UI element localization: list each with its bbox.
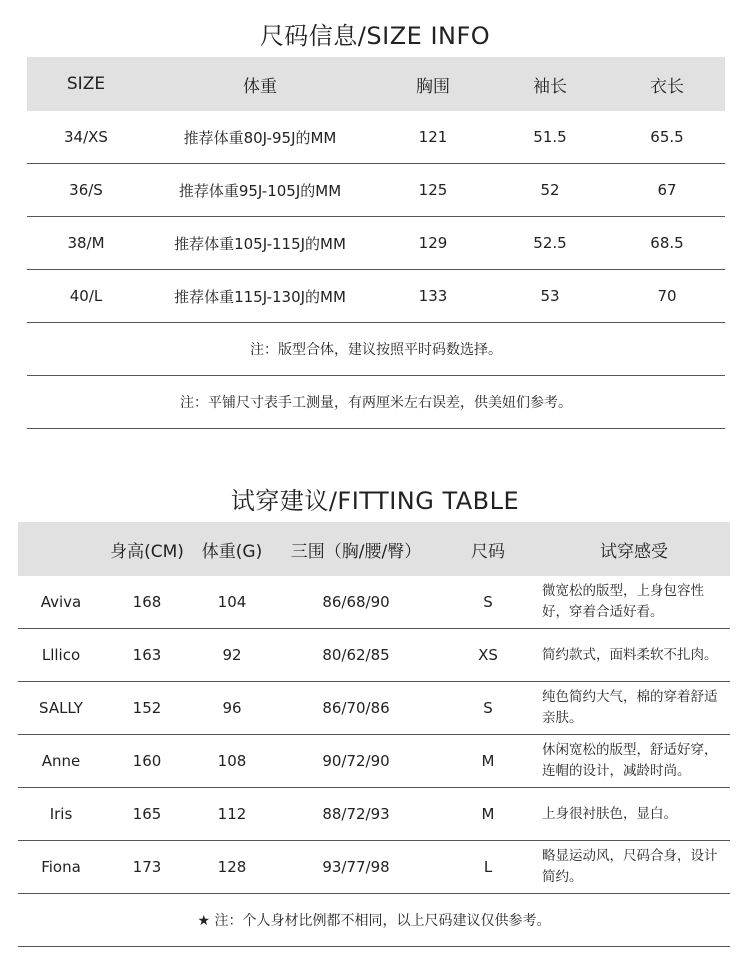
size-cell: M (481, 805, 495, 823)
size-cell: S (483, 699, 493, 717)
chest-cell: 125 (418, 181, 448, 199)
header-size: 尺码 (471, 541, 505, 562)
size-cell: S (483, 593, 493, 611)
table-row (18, 576, 730, 629)
weight-cell: 128 (217, 858, 247, 876)
feedback-cell: 微宽松的版型，上身包容性好，穿着合适好看。 (542, 583, 704, 620)
name-cell: SALLY (39, 699, 83, 717)
length-cell: 70 (657, 287, 677, 305)
chest-cell: 121 (418, 128, 448, 146)
header-weight: 体重(G) (201, 541, 263, 562)
name-cell: Aviva (40, 593, 82, 611)
fitting-table-header (18, 522, 730, 576)
sleeve-cell: 52.5 (533, 234, 567, 252)
table-row (18, 682, 730, 735)
header-size: SIZE (66, 74, 106, 94)
header-weight: 体重 (243, 76, 277, 97)
measurements-cell: 86/70/86 (322, 699, 390, 717)
height-cell: 160 (132, 752, 162, 770)
sleeve-cell: 52 (540, 181, 560, 199)
size-cell: 40/L (69, 287, 103, 305)
measurement-note: 注：平铺尺寸表手工测量，有两厘米左右误差，供美妞们参考。 (27, 376, 725, 429)
header-measurements: 三围（胸/腰/臀） (290, 541, 422, 562)
fit-note: 注：版型合体，建议按照平时码数选择。 (27, 323, 725, 376)
size-info-table (27, 57, 725, 429)
size-table-header (27, 57, 725, 111)
fitting-table-title: 试穿建议/FITTING TABLE (230, 487, 520, 515)
table-row (18, 735, 730, 788)
measurements-cell: 80/62/85 (322, 646, 390, 664)
height-cell: 163 (132, 646, 162, 664)
size-cell: 36/S (69, 181, 103, 199)
table-row (18, 629, 730, 682)
size-cell: L (483, 858, 493, 876)
table-row (27, 217, 725, 270)
sleeve-cell: 53 (540, 287, 560, 305)
height-cell: 173 (132, 858, 162, 876)
weight-cell: 112 (217, 805, 247, 823)
disclaimer-note: ★ 注：个人身材比例都不相同，以上尺码建议仅供参考。 (18, 894, 730, 947)
weight-cell: 104 (217, 593, 247, 611)
name-cell: Lllico (41, 646, 81, 664)
name-cell: Iris (49, 805, 73, 823)
height-cell: 165 (132, 805, 162, 823)
weight-cell: 推荐体重80J-95J的MM (183, 128, 337, 147)
fitting-table (18, 522, 730, 947)
weight-cell: 96 (222, 699, 242, 717)
header-length: 衣长 (650, 76, 684, 97)
table-row (18, 788, 730, 841)
feedback-cell: 简约款式，面料柔软不扎肉。 (542, 646, 718, 663)
table-row (27, 270, 725, 323)
table-row (18, 841, 730, 894)
size-cell: XS (478, 646, 498, 664)
height-cell: 168 (132, 593, 162, 611)
header-height: 身高(CM) (110, 541, 184, 562)
name-cell: Anne (41, 752, 81, 770)
measurements-cell: 90/72/90 (322, 752, 390, 770)
name-cell: Fiona (41, 858, 81, 876)
header-feedback: 试穿感受 (600, 541, 668, 562)
header-chest: 胸围 (416, 76, 450, 97)
feedback-cell: 纯色简约大气，棉的穿着舒适亲肤。 (542, 689, 718, 726)
length-cell: 68.5 (650, 234, 684, 252)
measurements-cell: 93/77/98 (322, 858, 390, 876)
chest-cell: 129 (418, 234, 448, 252)
table-row (27, 111, 725, 164)
weight-cell: 推荐体重105J-115J的MM (174, 234, 346, 253)
length-cell: 67 (657, 181, 677, 199)
measurements-cell: 86/68/90 (322, 593, 390, 611)
weight-cell: 92 (222, 646, 242, 664)
feedback-cell: 休闲宽松的版型，舒适好穿，连帽的设计，减龄时尚。 (542, 742, 718, 779)
feedback-cell: 上身很衬肤色，显白。 (542, 805, 677, 822)
header-sleeve: 袖长 (533, 76, 567, 97)
size-info-title: 尺码信息/SIZE INFO (259, 22, 491, 50)
weight-cell: 108 (217, 752, 247, 770)
weight-cell: 推荐体重95J-105J的MM (178, 181, 342, 200)
length-cell: 65.5 (650, 128, 684, 146)
table-row (27, 164, 725, 217)
size-cell: M (481, 752, 495, 770)
measurements-cell: 88/72/93 (322, 805, 390, 823)
height-cell: 152 (132, 699, 162, 717)
weight-cell: 推荐体重115J-130J的MM (174, 287, 346, 306)
feedback-cell: 略显运动风，尺码合身，设计简约。 (542, 848, 718, 885)
chest-cell: 133 (418, 287, 448, 305)
size-cell: 34/XS (64, 128, 108, 146)
size-cell: 38/M (67, 234, 105, 252)
sleeve-cell: 51.5 (533, 128, 567, 146)
